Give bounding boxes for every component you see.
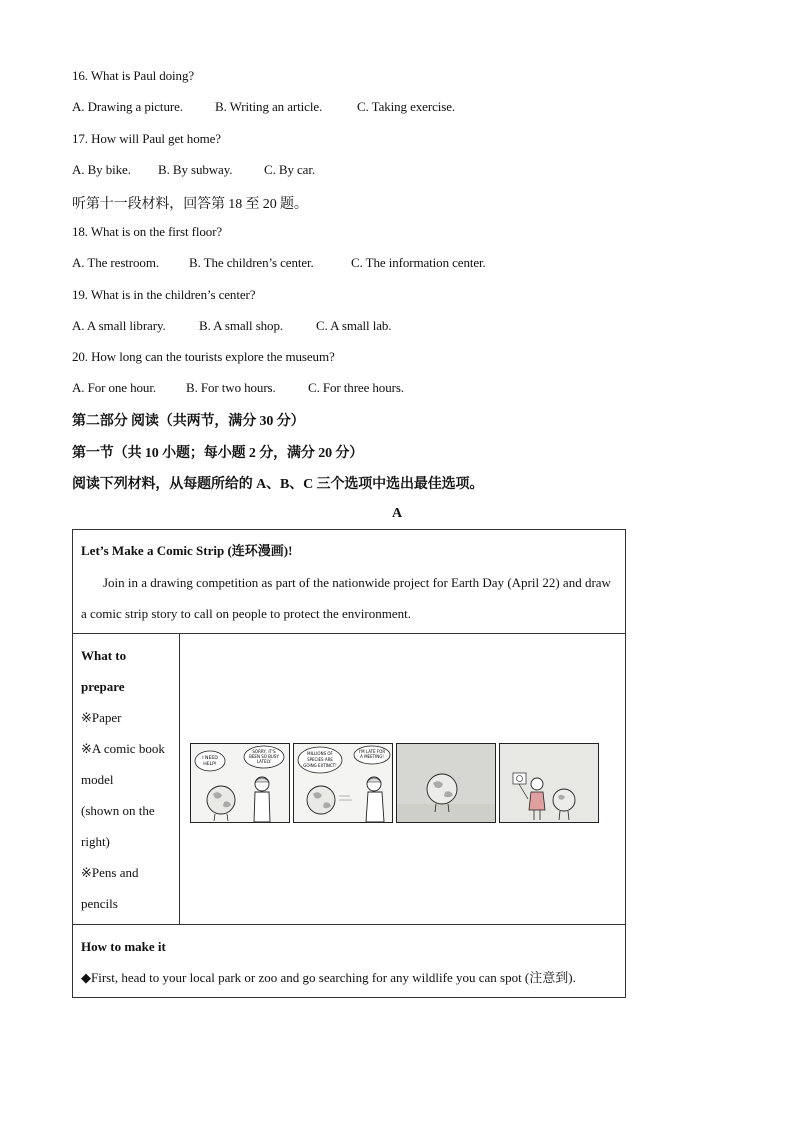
comic-panel-2 xyxy=(293,743,393,823)
comic-panel-2-art xyxy=(294,744,392,822)
option-b: B. For two hours. xyxy=(186,380,276,395)
prepare-item: ※A comic book xyxy=(81,741,165,756)
question-20: 20. How long can the tourists explore the museum? xyxy=(72,349,335,364)
svg-text:MILLIONS OF: MILLIONS OF xyxy=(307,751,333,756)
option-b: B. The children’s center. xyxy=(189,255,314,270)
question-16-options xyxy=(72,99,455,115)
comic-panel-4 xyxy=(499,743,599,823)
svg-text:I NEED: I NEED xyxy=(202,756,218,761)
question-17-options xyxy=(72,162,315,178)
question-20-options xyxy=(72,380,404,396)
prepare-title-1: What to xyxy=(81,648,127,663)
option-a: A. Drawing a picture. xyxy=(72,99,183,114)
comic-cell xyxy=(180,634,626,925)
comic-panel-3 xyxy=(396,743,496,823)
svg-text:BEEN SO BUSY: BEEN SO BUSY xyxy=(249,754,279,759)
option-c: C. A small lab. xyxy=(316,318,392,333)
option-c: C. The information center. xyxy=(351,255,486,270)
prepare-item: model xyxy=(81,772,114,787)
question-18: 18. What is on the first floor? xyxy=(72,224,223,239)
question-16: 16. What is Paul doing? xyxy=(72,68,195,83)
prepare-item: ※Pens and xyxy=(81,865,139,880)
comic-strip-box xyxy=(72,529,626,998)
comic-strip xyxy=(180,634,625,924)
option-a: A. For one hour. xyxy=(72,380,156,395)
option-a: A. A small library. xyxy=(72,318,166,333)
comic-panel-3-art xyxy=(397,744,495,822)
option-b: B. Writing an article. xyxy=(215,99,323,114)
svg-text:SPECIES ARE: SPECIES ARE xyxy=(307,757,333,762)
box-intro: Join in a drawing competition as part of the nationwide project for Earth Day (April 22) and draw a comic strip story to call on people to protect the environment. xyxy=(81,575,611,621)
section-heading: 第一节（共 10 小题；每小题 2 分，满分 20 分） xyxy=(72,446,364,461)
prepare-item: right) xyxy=(81,834,110,849)
howto-title: How to make it xyxy=(81,939,166,954)
option-c: C. By car. xyxy=(264,162,315,177)
svg-text:SORRY, IT'S: SORRY, IT'S xyxy=(252,749,276,754)
howto-text: ◆First, head to your local park or zoo and go searching for any wildlife you can spot (注意到). xyxy=(81,970,576,985)
prepare-item: (shown on the xyxy=(81,803,155,818)
comic-panel-1-art xyxy=(191,744,289,822)
question-19: 19. What is in the children’s center? xyxy=(72,287,256,302)
option-a: A. By bike. xyxy=(72,162,131,177)
prepare-title-2: prepare xyxy=(81,679,125,694)
comic-panel-4-art xyxy=(500,744,598,822)
svg-text:GOING EXTINCT!: GOING EXTINCT! xyxy=(303,763,337,768)
svg-text:I'M LATE FOR: I'M LATE FOR xyxy=(358,749,386,754)
question-18-options xyxy=(72,255,486,271)
intro-cell xyxy=(73,530,626,634)
option-b: B. By subway. xyxy=(158,162,233,177)
question-17: 17. How will Paul get home? xyxy=(72,131,221,146)
question-19-options xyxy=(72,318,391,334)
svg-text:HELP!: HELP! xyxy=(203,762,217,767)
prepare-cell xyxy=(73,634,180,925)
box-title: Let’s Make a Comic Strip (连环漫画)! xyxy=(81,543,293,558)
prepare-item: ※Paper xyxy=(81,710,122,725)
option-c: C. For three hours. xyxy=(308,380,404,395)
prepare-item: pencils xyxy=(81,896,118,911)
comic-panel-1 xyxy=(190,743,290,823)
option-c: C. Taking exercise. xyxy=(357,99,456,114)
svg-text:LATELY.: LATELY. xyxy=(256,759,272,764)
passage-letter: A xyxy=(391,506,403,521)
option-b: B. A small shop. xyxy=(199,318,283,333)
svg-text:A MEETING!: A MEETING! xyxy=(360,754,384,759)
part-heading: 第二部分 阅读（共两节，满分 30 分） xyxy=(72,414,305,429)
howto-cell xyxy=(73,925,626,998)
option-a: A. The restroom. xyxy=(72,255,159,270)
reading-instruction: 阅读下列材料，从每题所给的 A、B、C 三个选项中选出最佳选项。 xyxy=(72,477,484,492)
listening-note: 听第十一段材料，回答第 18 至 20 题。 xyxy=(72,197,308,212)
